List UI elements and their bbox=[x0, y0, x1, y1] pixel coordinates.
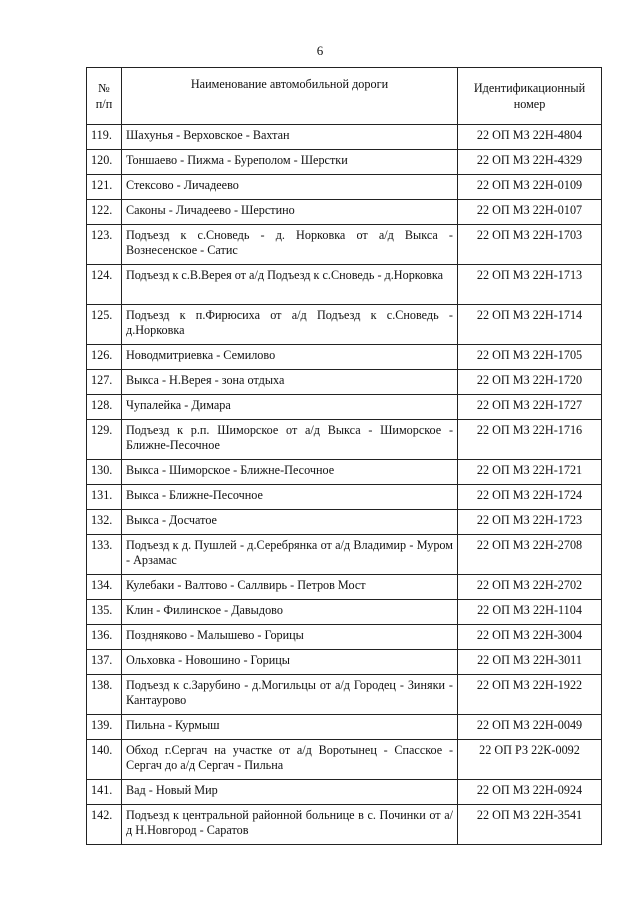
row-number: 133. bbox=[87, 535, 122, 575]
road-name: Подъезд к д. Пушлей - д.Серебрянка от а/д Владимир - Муром - Арзамас bbox=[122, 535, 458, 575]
road-name: Пильна - Курмыш bbox=[122, 715, 458, 740]
road-id: 22 ОП МЗ 22Н-1721 bbox=[458, 460, 602, 485]
row-number: 129. bbox=[87, 420, 122, 460]
road-name: Новодмитриевка - Семилово bbox=[122, 345, 458, 370]
table-row bbox=[87, 715, 602, 740]
road-name: Клин - Филинское - Давыдово bbox=[122, 600, 458, 625]
row-number: 122. bbox=[87, 200, 122, 225]
row-number: 131. bbox=[87, 485, 122, 510]
road-name: Кулебаки - Валтово - Саллвирь - Петров Мост bbox=[122, 575, 458, 600]
road-id: 22 ОП МЗ 22Н-1922 bbox=[458, 675, 602, 715]
row-number: 140. bbox=[87, 740, 122, 780]
road-name: Выкса - Шиморское - Ближне-Песочное bbox=[122, 460, 458, 485]
road-name: Выкса - Досчатое bbox=[122, 510, 458, 535]
table-row bbox=[87, 420, 602, 460]
road-id: 22 ОП МЗ 22Н-3011 bbox=[458, 650, 602, 675]
table-row bbox=[87, 370, 602, 395]
row-number: 127. bbox=[87, 370, 122, 395]
road-id: 22 ОП МЗ 22Н-4329 bbox=[458, 150, 602, 175]
road-id: 22 ОП МЗ 22Н-1727 bbox=[458, 395, 602, 420]
road-name: Саконы - Личадеево - Шерстино bbox=[122, 200, 458, 225]
header-id: Идентификационный номер bbox=[458, 68, 602, 125]
row-number: 139. bbox=[87, 715, 122, 740]
road-name: Выкса - Ближне-Песочное bbox=[122, 485, 458, 510]
row-number: 138. bbox=[87, 675, 122, 715]
road-name: Ольховка - Новошино - Горицы bbox=[122, 650, 458, 675]
road-name: Шахунья - Верховское - Вахтан bbox=[122, 125, 458, 150]
row-number: 130. bbox=[87, 460, 122, 485]
table-row bbox=[87, 600, 602, 625]
road-id: 22 ОП МЗ 22Н-4804 bbox=[458, 125, 602, 150]
road-id: 22 ОП МЗ 22Н-2708 bbox=[458, 535, 602, 575]
road-name: Подъезд к с.Зарубино - д.Могильцы от а/д Городец - Зиняки - Кантаурово bbox=[122, 675, 458, 715]
table-row bbox=[87, 625, 602, 650]
row-number: 137. bbox=[87, 650, 122, 675]
road-name: Выкса - Н.Верея - зона отдыха bbox=[122, 370, 458, 395]
road-id: 22 ОП МЗ 22Н-2702 bbox=[458, 575, 602, 600]
table-row bbox=[87, 485, 602, 510]
header-num: № п/п bbox=[87, 68, 122, 125]
header-name: Наименование автомобильной дороги bbox=[122, 68, 458, 125]
row-number: 125. bbox=[87, 305, 122, 345]
table-row bbox=[87, 460, 602, 485]
road-name: Вад - Новый Мир bbox=[122, 780, 458, 805]
table-row bbox=[87, 345, 602, 370]
roads-table bbox=[86, 67, 602, 845]
row-number: 135. bbox=[87, 600, 122, 625]
road-id: 22 ОП МЗ 22Н-3004 bbox=[458, 625, 602, 650]
table-row bbox=[87, 395, 602, 420]
road-name: Стексово - Личадеево bbox=[122, 175, 458, 200]
table-row bbox=[87, 150, 602, 175]
row-number: 132. bbox=[87, 510, 122, 535]
road-id: 22 ОП МЗ 22Н-1714 bbox=[458, 305, 602, 345]
row-number: 119. bbox=[87, 125, 122, 150]
row-number: 124. bbox=[87, 265, 122, 305]
road-id: 22 ОП МЗ 22Н-1720 bbox=[458, 370, 602, 395]
table-row bbox=[87, 200, 602, 225]
row-number: 121. bbox=[87, 175, 122, 200]
road-id: 22 ОП РЗ 22К-0092 bbox=[458, 740, 602, 780]
table-row bbox=[87, 535, 602, 575]
table-body bbox=[87, 125, 602, 845]
table-row bbox=[87, 305, 602, 345]
road-id: 22 ОП МЗ 22Н-3541 bbox=[458, 805, 602, 845]
row-number: 141. bbox=[87, 780, 122, 805]
road-name: Подъезд к п.Фирюсиха от а/д Подъезд к с.Сноведь - д.Норковка bbox=[122, 305, 458, 345]
row-number: 136. bbox=[87, 625, 122, 650]
road-id: 22 ОП МЗ 22Н-0049 bbox=[458, 715, 602, 740]
road-id: 22 ОП МЗ 22Н-0924 bbox=[458, 780, 602, 805]
road-id: 22 ОП МЗ 22Н-1716 bbox=[458, 420, 602, 460]
road-id: 22 ОП МЗ 22Н-0107 bbox=[458, 200, 602, 225]
table-row bbox=[87, 510, 602, 535]
road-id: 22 ОП МЗ 22Н-1713 bbox=[458, 265, 602, 305]
row-number: 128. bbox=[87, 395, 122, 420]
road-name: Обход г.Сергач на участке от а/д Воротынец - Спасское - Сергач до а/д Сергач - Пильна bbox=[122, 740, 458, 780]
row-number: 126. bbox=[87, 345, 122, 370]
table-row bbox=[87, 575, 602, 600]
table-row bbox=[87, 740, 602, 780]
table-row bbox=[87, 650, 602, 675]
road-name: Подъезд к с.Сноведь - д. Норковка от а/д Выкса - Вознесенское - Сатис bbox=[122, 225, 458, 265]
road-name: Тоншаево - Пижма - Буреполом - Шерстки bbox=[122, 150, 458, 175]
row-number: 123. bbox=[87, 225, 122, 265]
table-row bbox=[87, 780, 602, 805]
row-number: 134. bbox=[87, 575, 122, 600]
road-name: Подъезд к с.В.Верея от а/д Подъезд к с.Сноведь - д.Норковка bbox=[122, 265, 458, 305]
table-row bbox=[87, 675, 602, 715]
road-id: 22 ОП МЗ 22Н-1703 bbox=[458, 225, 602, 265]
table-row bbox=[87, 175, 602, 200]
table-row bbox=[87, 125, 602, 150]
page-number: 6 bbox=[316, 43, 324, 58]
road-id: 22 ОП МЗ 22Н-1705 bbox=[458, 345, 602, 370]
table-header-row bbox=[87, 68, 602, 125]
road-name: Чупалейка - Димара bbox=[122, 395, 458, 420]
road-name: Поздняково - Малышево - Горицы bbox=[122, 625, 458, 650]
road-name: Подъезд к р.п. Шиморское от а/д Выкса - Шиморское - Ближне-Песочное bbox=[122, 420, 458, 460]
row-number: 142. bbox=[87, 805, 122, 845]
road-id: 22 ОП МЗ 22Н-1724 bbox=[458, 485, 602, 510]
table-row bbox=[87, 225, 602, 265]
row-number: 120. bbox=[87, 150, 122, 175]
road-name: Подъезд к центральной районной больнице в с. Починки от а/д Н.Новгород - Саратов bbox=[122, 805, 458, 845]
road-id: 22 ОП МЗ 22Н-1104 bbox=[458, 600, 602, 625]
table-row bbox=[87, 805, 602, 845]
road-id: 22 ОП МЗ 22Н-1723 bbox=[458, 510, 602, 535]
table-row bbox=[87, 265, 602, 305]
road-id: 22 ОП МЗ 22Н-0109 bbox=[458, 175, 602, 200]
